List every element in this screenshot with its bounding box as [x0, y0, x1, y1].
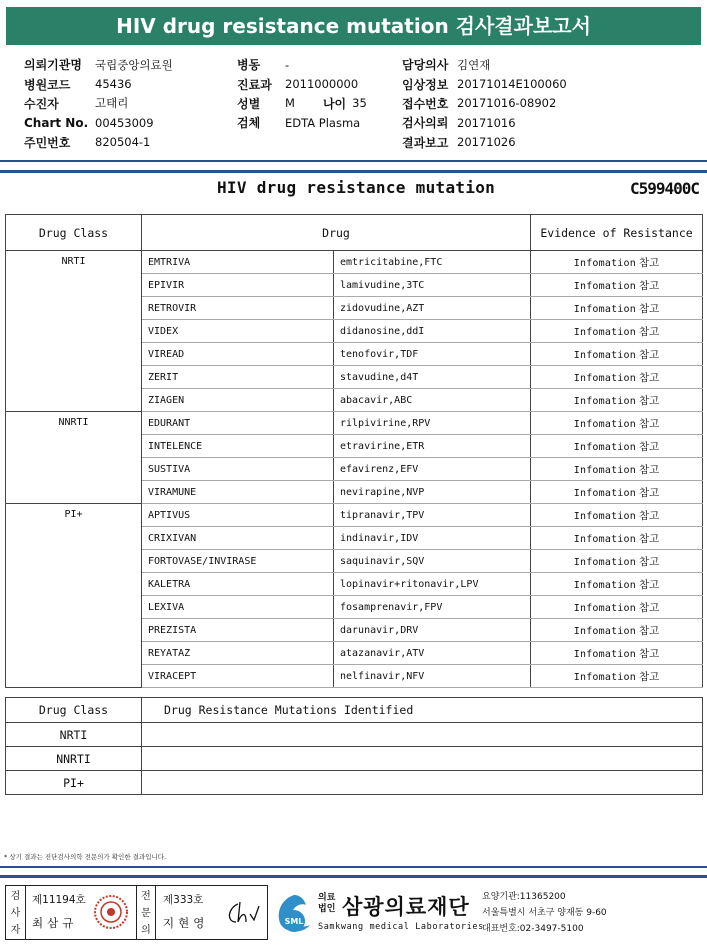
- info-row: [24, 113, 173, 132]
- drug-brand-cell: EPIVIR: [142, 274, 334, 297]
- evidence-text: Infomation: [573, 556, 636, 568]
- evidence-cell: [531, 389, 703, 412]
- info-label: 주민번호: [24, 135, 71, 150]
- drug-brand-cell: PREZISTA: [142, 619, 334, 642]
- report-code: C599400C: [629, 179, 699, 198]
- vertical-label-char: 사: [10, 908, 21, 919]
- specialist-name: 지현영: [163, 916, 209, 930]
- info-label: 검사의뢰: [402, 116, 449, 131]
- institution-code: 요양기관:11365200: [482, 892, 566, 902]
- evidence-text: Infomation: [573, 510, 636, 522]
- patient-info-col3: [402, 55, 567, 152]
- header-evidence: Evidence of Resistance: [531, 215, 703, 251]
- evidence-cell: [531, 251, 703, 274]
- header-drug-class: Drug Class: [6, 215, 142, 251]
- evidence-text: Infomation: [573, 464, 636, 476]
- drug-brand-cell: REYATAZ: [142, 642, 334, 665]
- drug-brand-cell: VIRAMUNE: [142, 481, 334, 504]
- info-label: 담당의사: [402, 58, 449, 73]
- evidence-cell: [531, 297, 703, 320]
- prefix-line1: 의료: [318, 893, 336, 903]
- drug-generic-cell: didanosine,ddI: [334, 320, 531, 343]
- drug-class-cell: NNRTI: [6, 412, 142, 504]
- evidence-note: 참고: [638, 670, 660, 683]
- info-value: 820504-1: [95, 135, 151, 150]
- drug-brand-cell: FORTOVASE/INVIRASE: [142, 550, 334, 573]
- evidence-cell: [531, 412, 703, 435]
- mutation-row: [6, 771, 703, 795]
- evidence-cell: [531, 481, 703, 504]
- evidence-text: Infomation: [573, 671, 636, 683]
- vertical-label-char: 문: [141, 908, 151, 919]
- evidence-cell: [531, 619, 703, 642]
- mutation-class-cell: NNRTI: [6, 747, 142, 771]
- info-label: 검체: [237, 116, 261, 131]
- drug-generic-cell: efavirenz,EFV: [334, 458, 531, 481]
- drug-generic-cell: zidovudine,AZT: [334, 297, 531, 320]
- evidence-text: Infomation: [573, 280, 636, 292]
- drug-generic-cell: tenofovir,TDF: [334, 343, 531, 366]
- report-title: HIV drug resistance mutation 검사결과보고서: [6, 7, 701, 45]
- drug-brand-cell: LEXIVA: [142, 596, 334, 619]
- official-seal-stamp: [92, 892, 130, 932]
- prefix-line2: 법인: [318, 904, 336, 914]
- evidence-cell: [531, 642, 703, 665]
- mutation-row: [6, 723, 703, 747]
- evidence-cell: [531, 573, 703, 596]
- evidence-note: 참고: [638, 394, 660, 407]
- info-label: 병동: [237, 58, 261, 73]
- info-row: [24, 133, 173, 152]
- evidence-note: 참고: [638, 256, 660, 269]
- info-value: 00453009: [95, 115, 154, 130]
- institution-name: 삼광의료재단: [342, 895, 470, 919]
- age-label: 나이: [322, 96, 347, 111]
- evidence-note: 참고: [638, 348, 660, 361]
- divider-bottom: [0, 866, 707, 868]
- mutation-table: [5, 697, 703, 795]
- drug-brand-cell: EDURANT: [142, 412, 334, 435]
- institution-name-en: Samkwang medical Laboratories: [318, 922, 484, 932]
- info-label: 성별: [237, 96, 261, 111]
- info-label: 접수번호: [402, 96, 449, 111]
- drug-brand-cell: VIDEX: [142, 320, 334, 343]
- specialist-label: [136, 886, 156, 939]
- info-label: 의뢰기관명: [24, 58, 82, 73]
- evidence-text: Infomation: [573, 257, 636, 269]
- evidence-text: Infomation: [573, 533, 636, 545]
- drug-generic-cell: etravirine,ETR: [334, 435, 531, 458]
- info-value: 20171014E100060: [457, 77, 567, 92]
- divider-top-thick: [0, 170, 707, 173]
- mutation-value-cell: [142, 747, 703, 771]
- info-label: 병원코드: [24, 77, 71, 92]
- drug-generic-cell: nevirapine,NVP: [334, 481, 531, 504]
- sml-logo-icon: [272, 893, 316, 935]
- evidence-cell: [531, 343, 703, 366]
- info-label: 진료과: [237, 77, 272, 92]
- evidence-text: Infomation: [573, 326, 636, 338]
- evidence-cell: [531, 320, 703, 343]
- drug-brand-cell: RETROVIR: [142, 297, 334, 320]
- mutation-row: [6, 747, 703, 771]
- info-row: [24, 74, 173, 93]
- drug-generic-cell: lamivudine,3TC: [334, 274, 531, 297]
- drug-generic-cell: lopinavir+ritonavir,LPV: [334, 573, 531, 596]
- vertical-label-char: 전: [141, 891, 151, 902]
- evidence-text: Infomation: [573, 372, 636, 384]
- evidence-note: 참고: [638, 302, 660, 315]
- evidence-cell: [531, 504, 703, 527]
- institution-prefix: [318, 893, 335, 915]
- evidence-note: 참고: [638, 624, 660, 637]
- patient-info-col1: [24, 55, 173, 152]
- mutation-value-cell: [142, 723, 703, 747]
- footnote: * 상기 결과는 진단검사의학 전문의가 확인한 결과입니다.: [4, 853, 167, 861]
- info-row: [24, 94, 173, 113]
- table-row: [6, 251, 703, 274]
- header-mut-drug-class: Drug Class: [6, 698, 142, 723]
- signature-box: [5, 885, 268, 940]
- evidence-text: Infomation: [573, 648, 636, 660]
- evidence-note: 참고: [638, 417, 660, 430]
- info-row: [237, 55, 367, 74]
- institution-phone: 대표번호:02-3497-5100: [482, 924, 584, 934]
- info-row: [237, 74, 367, 93]
- info-value: 고태리: [95, 96, 129, 111]
- info-value: 국립중앙의료원: [95, 57, 173, 72]
- vertical-label-char: 의: [141, 925, 151, 936]
- evidence-text: Infomation: [573, 349, 636, 361]
- evidence-note: 참고: [638, 601, 660, 614]
- info-value: 김연재: [457, 57, 491, 72]
- logo-text: SML: [284, 917, 304, 926]
- mutation-class-cell: PI+: [6, 771, 142, 795]
- evidence-text: Infomation: [573, 303, 636, 315]
- drug-generic-cell: emtricitabine,FTC: [334, 251, 531, 274]
- evidence-cell: [531, 435, 703, 458]
- evidence-cell: [531, 458, 703, 481]
- header-drug: Drug: [142, 215, 531, 251]
- institution-info: [482, 889, 607, 937]
- drug-brand-cell: VIRACEPT: [142, 665, 334, 688]
- info-row: [402, 133, 567, 152]
- evidence-text: Infomation: [573, 602, 636, 614]
- info-row: [237, 113, 367, 132]
- vertical-label-char: 자: [10, 925, 21, 936]
- drug-generic-cell: stavudine,d4T: [334, 366, 531, 389]
- info-value: 20171016: [457, 115, 516, 130]
- drug-generic-cell: saquinavir,SQV: [334, 550, 531, 573]
- evidence-text: Infomation: [573, 579, 636, 591]
- drug-table: [5, 214, 703, 688]
- info-value: 45436: [95, 77, 132, 92]
- drug-brand-cell: VIREAD: [142, 343, 334, 366]
- drug-generic-cell: tipranavir,TPV: [334, 504, 531, 527]
- evidence-note: 참고: [638, 440, 660, 453]
- evidence-text: Infomation: [573, 418, 636, 430]
- drug-brand-cell: APTIVUS: [142, 504, 334, 527]
- patient-info-col2: [237, 55, 367, 133]
- evidence-text: Infomation: [573, 441, 636, 453]
- evidence-note: 참고: [638, 279, 660, 292]
- info-row: [402, 55, 567, 74]
- evidence-note: 참고: [638, 371, 660, 384]
- evidence-note: 참고: [638, 463, 660, 476]
- drug-generic-cell: rilpivirine,RPV: [334, 412, 531, 435]
- evidence-note: 참고: [638, 325, 660, 338]
- info-label: Chart No.: [24, 115, 89, 130]
- info-row: [24, 55, 173, 74]
- evidence-cell: [531, 274, 703, 297]
- divider-bottom-thick: [0, 875, 707, 878]
- mutation-value-cell: [142, 771, 703, 795]
- evidence-text: Infomation: [573, 395, 636, 407]
- drug-brand-cell: KALETRA: [142, 573, 334, 596]
- evidence-note: 참고: [638, 509, 660, 522]
- drug-class-cell: PI+: [6, 504, 142, 688]
- header-mutations: Drug Resistance Mutations Identified: [142, 698, 703, 723]
- vertical-label-char: 검: [10, 891, 21, 902]
- info-row: [402, 113, 567, 132]
- tester-label: [6, 886, 26, 939]
- info-label: 결과보고: [402, 135, 449, 150]
- info-value: 20171026: [457, 135, 516, 150]
- institution-block: [272, 887, 702, 942]
- drug-generic-cell: atazanavir,ATV: [334, 642, 531, 665]
- info-value: 20171016-08902: [457, 96, 557, 111]
- evidence-note: 참고: [638, 555, 660, 568]
- mutation-class-cell: NRTI: [6, 723, 142, 747]
- age-value: 35: [352, 96, 367, 111]
- info-value: -: [285, 57, 290, 72]
- drug-generic-cell: abacavir,ABC: [334, 389, 531, 412]
- drug-brand-cell: ZERIT: [142, 366, 334, 389]
- drug-generic-cell: nelfinavir,NFV: [334, 665, 531, 688]
- evidence-cell: [531, 527, 703, 550]
- drug-generic-cell: darunavir,DRV: [334, 619, 531, 642]
- info-label: 임상정보: [402, 77, 449, 92]
- drug-brand-cell: INTELENCE: [142, 435, 334, 458]
- section-title: HIV drug resistance mutation: [217, 178, 496, 197]
- evidence-note: 참고: [638, 578, 660, 591]
- evidence-cell: [531, 366, 703, 389]
- tester-license: 제11194호: [32, 894, 86, 906]
- drug-brand-cell: ZIAGEN: [142, 389, 334, 412]
- evidence-text: Infomation: [573, 487, 636, 499]
- info-row: [402, 74, 567, 93]
- tester-name: 최삼규: [32, 916, 78, 930]
- table-row: [6, 504, 703, 527]
- evidence-cell: [531, 596, 703, 619]
- table-row: [6, 412, 703, 435]
- drug-generic-cell: indinavir,IDV: [334, 527, 531, 550]
- institution-address: 서울특별시 서초구 양재동 9-60: [482, 908, 607, 918]
- evidence-note: 참고: [638, 532, 660, 545]
- specialist-license: 제333호: [163, 894, 204, 906]
- drug-generic-cell: fosamprenavir,FPV: [334, 596, 531, 619]
- info-row: [237, 94, 367, 113]
- info-label: 수진자: [24, 96, 59, 111]
- divider-top: [0, 160, 707, 162]
- evidence-text: Infomation: [573, 625, 636, 637]
- drug-class-cell: NRTI: [6, 251, 142, 412]
- evidence-cell: [531, 550, 703, 573]
- evidence-note: 참고: [638, 486, 660, 499]
- info-value: EDTA Plasma: [285, 115, 361, 130]
- drug-brand-cell: SUSTIVA: [142, 458, 334, 481]
- evidence-cell: [531, 665, 703, 688]
- drug-brand-cell: CRIXIVAN: [142, 527, 334, 550]
- info-value: M: [285, 96, 295, 111]
- handwritten-signature: [224, 898, 262, 928]
- info-value: 2011000000: [285, 77, 359, 92]
- drug-brand-cell: EMTRIVA: [142, 251, 334, 274]
- evidence-note: 참고: [638, 647, 660, 660]
- info-row: [402, 94, 567, 113]
